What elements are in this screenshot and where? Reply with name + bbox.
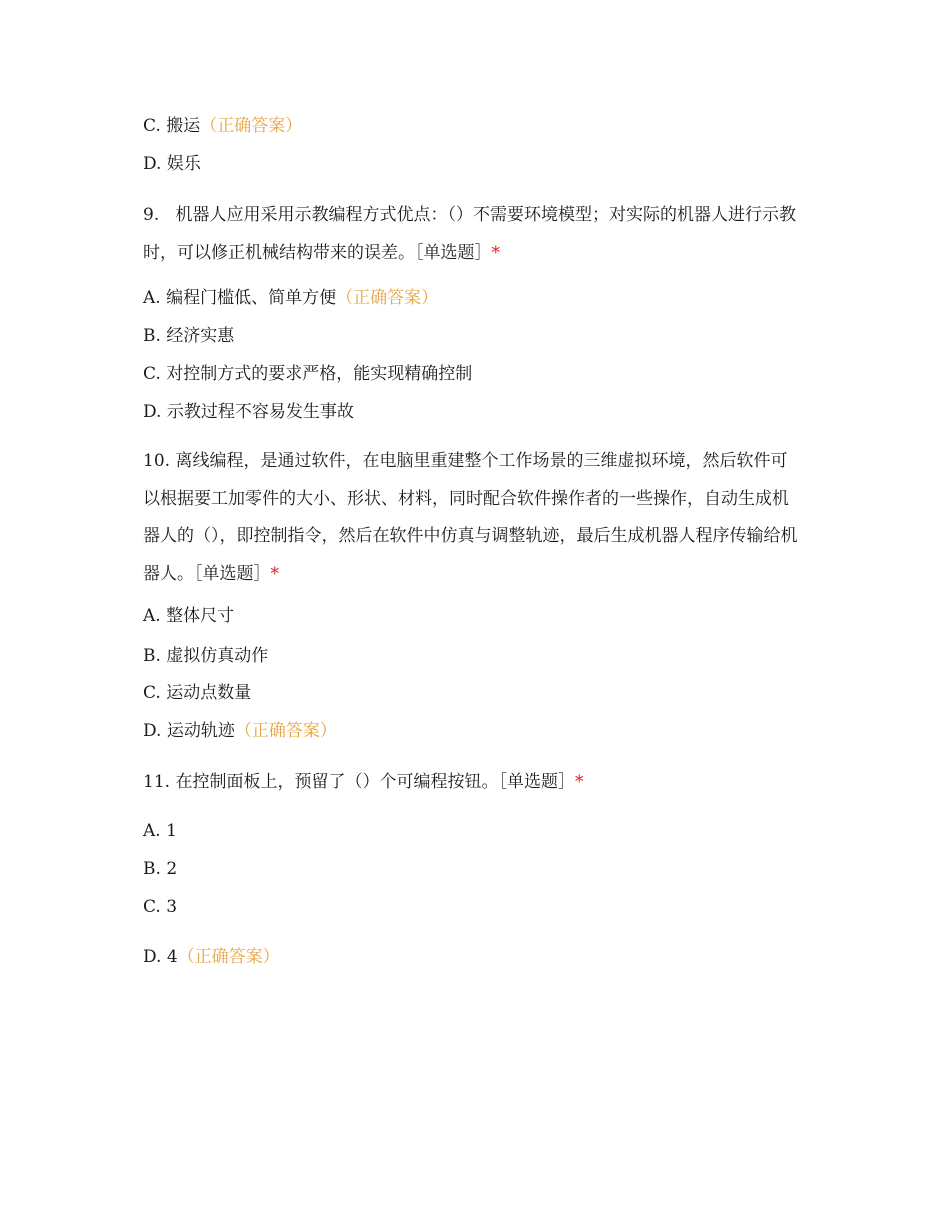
option-q8-d: [143, 152, 201, 176]
option-letter: C.: [143, 364, 161, 384]
option-q9-d: [143, 400, 354, 424]
option-text: 示教过程不容易发生事故: [166, 402, 354, 422]
required-mark: *: [270, 563, 279, 584]
correct-answer-label: （正确答案）: [177, 947, 280, 967]
option-q9-a: [143, 286, 438, 310]
question-10: [143, 443, 803, 593]
option-text: 3: [166, 897, 178, 917]
option-q9-c: [143, 362, 472, 386]
option-text: 对控制方式的要求严格，能实现精确控制: [166, 364, 473, 384]
option-letter: A.: [143, 606, 161, 626]
option-text: 经济实惠: [166, 326, 235, 346]
option-q9-b: [143, 324, 234, 348]
question-type: ［单选题］: [415, 242, 492, 263]
option-text: 娱乐: [166, 154, 201, 174]
option-q10-c: [143, 681, 251, 705]
question-9: [143, 197, 803, 272]
correct-answer-label: （正确答案）: [234, 721, 337, 741]
option-text: 运动轨迹: [166, 721, 235, 741]
option-letter: C.: [143, 116, 161, 136]
option-letter: D.: [143, 947, 162, 967]
option-text: 搬运: [166, 116, 201, 136]
option-letter: A.: [143, 821, 161, 841]
required-mark: *: [491, 242, 500, 263]
option-letter: B.: [143, 646, 161, 666]
question-text: 在控制面板上，预留了（）个可编程按钮。: [175, 772, 499, 792]
option-letter: D.: [143, 721, 162, 741]
option-text: 运动点数量: [166, 683, 252, 703]
option-text: 1: [166, 821, 177, 841]
option-q11-d: [143, 945, 280, 969]
question-number: 9.: [143, 205, 160, 225]
option-letter: B.: [143, 859, 161, 879]
question-type: ［单选题］: [498, 772, 575, 792]
question-type: ［单选题］: [194, 563, 271, 584]
question-11: [143, 770, 583, 794]
option-letter: C.: [143, 683, 161, 703]
option-letter: C.: [143, 897, 161, 917]
option-letter: D.: [143, 402, 162, 422]
option-q10-d: [143, 719, 337, 743]
option-q8-c: [143, 114, 302, 138]
option-letter: A.: [143, 288, 161, 308]
option-q10-a: [143, 604, 234, 628]
option-q10-b: [143, 644, 268, 668]
option-text: 整体尺寸: [166, 606, 235, 626]
correct-answer-label: （正确答案）: [200, 116, 303, 136]
option-q11-b: [143, 857, 177, 881]
option-letter: D.: [143, 154, 162, 174]
option-text: 4: [166, 947, 178, 967]
correct-answer-label: （正确答案）: [336, 288, 439, 308]
option-text: 2: [166, 859, 178, 879]
option-letter: B.: [143, 326, 161, 346]
option-q11-c: [143, 895, 177, 919]
option-q11-a: [143, 819, 177, 843]
required-mark: *: [574, 772, 584, 792]
question-text: 离线编程，是通过软件，在电脑里重建整个工作场景的三维虚拟环境，然后软件可以根据要工加零件的大小、形状、材料，同时配合软件操作者的一些操作，自动生成机器人的（），即控制指令，然后在软件中仿真与调整轨迹，最后生成机器人程序传输给机器人。: [143, 451, 798, 584]
option-text: 虚拟仿真动作: [166, 646, 269, 666]
question-number: 10.: [143, 451, 171, 471]
question-number: 11.: [143, 772, 171, 792]
option-text: 编程门槛低、简单方便: [166, 288, 337, 308]
question-text: 机器人应用采用示教编程方式优点：（）不需要环境模型；对实际的机器人进行示教时，可以修正机械结构带来的误差。: [143, 205, 796, 263]
